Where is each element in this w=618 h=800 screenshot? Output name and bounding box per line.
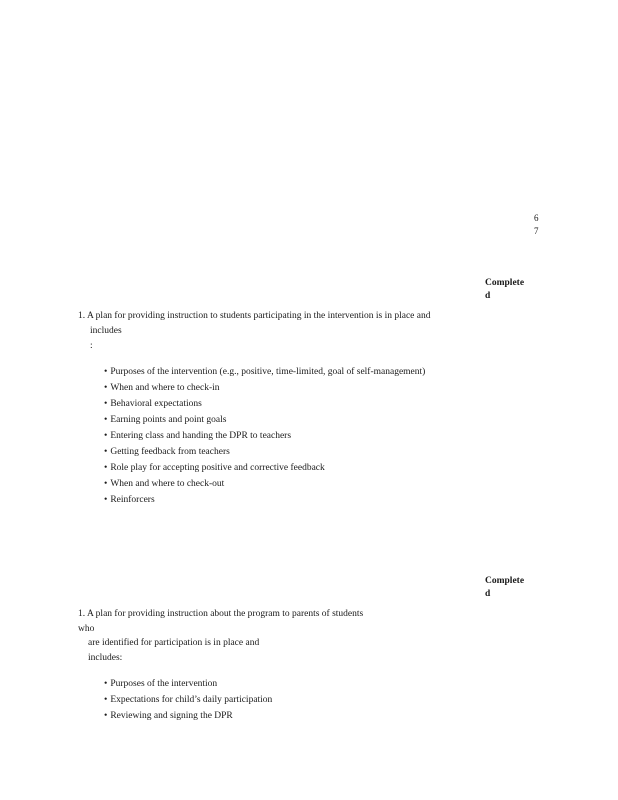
list-item: • Purposes of the intervention [104, 676, 272, 692]
bullet-list [104, 676, 272, 724]
list-item: • Expectations for child’s daily participation [104, 692, 272, 708]
plan-item-text: 1. A plan for providing instruction to students participating in the intervention is in place and [78, 311, 431, 321]
plan-item-text: : [90, 341, 93, 351]
bullet-list [104, 364, 425, 508]
page-number-digit: 7 [534, 226, 539, 236]
plan-item-text: includes [90, 326, 122, 336]
plan-item-text: who [78, 624, 95, 634]
list-item: • Purposes of the intervention (e.g., positive, time-limited, goal of self-management) [104, 364, 425, 380]
completed-label-line: d [485, 291, 491, 301]
list-item: • When and where to check-out [104, 476, 425, 492]
plan-item-text: includes: [88, 653, 123, 663]
completed-label-line: d [485, 589, 491, 599]
list-item: • Reviewing and signing the DPR [104, 708, 272, 724]
completed-column-header [485, 277, 524, 303]
list-item: • Behavioral expectations [104, 396, 425, 412]
completed-label-line: Complete [485, 576, 525, 586]
page-number [534, 212, 539, 238]
list-item: • Entering class and handing the DPR to teachers [104, 428, 425, 444]
list-item: • Getting feedback from teachers [104, 444, 425, 460]
completed-label-line: Complete [485, 278, 525, 288]
list-item: • Role play for accepting positive and corrective feedback [104, 460, 425, 476]
page-number-digit: 6 [534, 213, 539, 223]
plan-item-text: 1. A plan for providing instruction about the program to parents of students [78, 609, 364, 619]
plan-item-text: are identified for participation is in place and [88, 638, 260, 648]
list-item: • Earning points and point goals [104, 412, 425, 428]
completed-column-header [485, 575, 524, 601]
list-item: • When and where to check-in [104, 380, 425, 396]
list-item: • Reinforcers [104, 492, 425, 508]
